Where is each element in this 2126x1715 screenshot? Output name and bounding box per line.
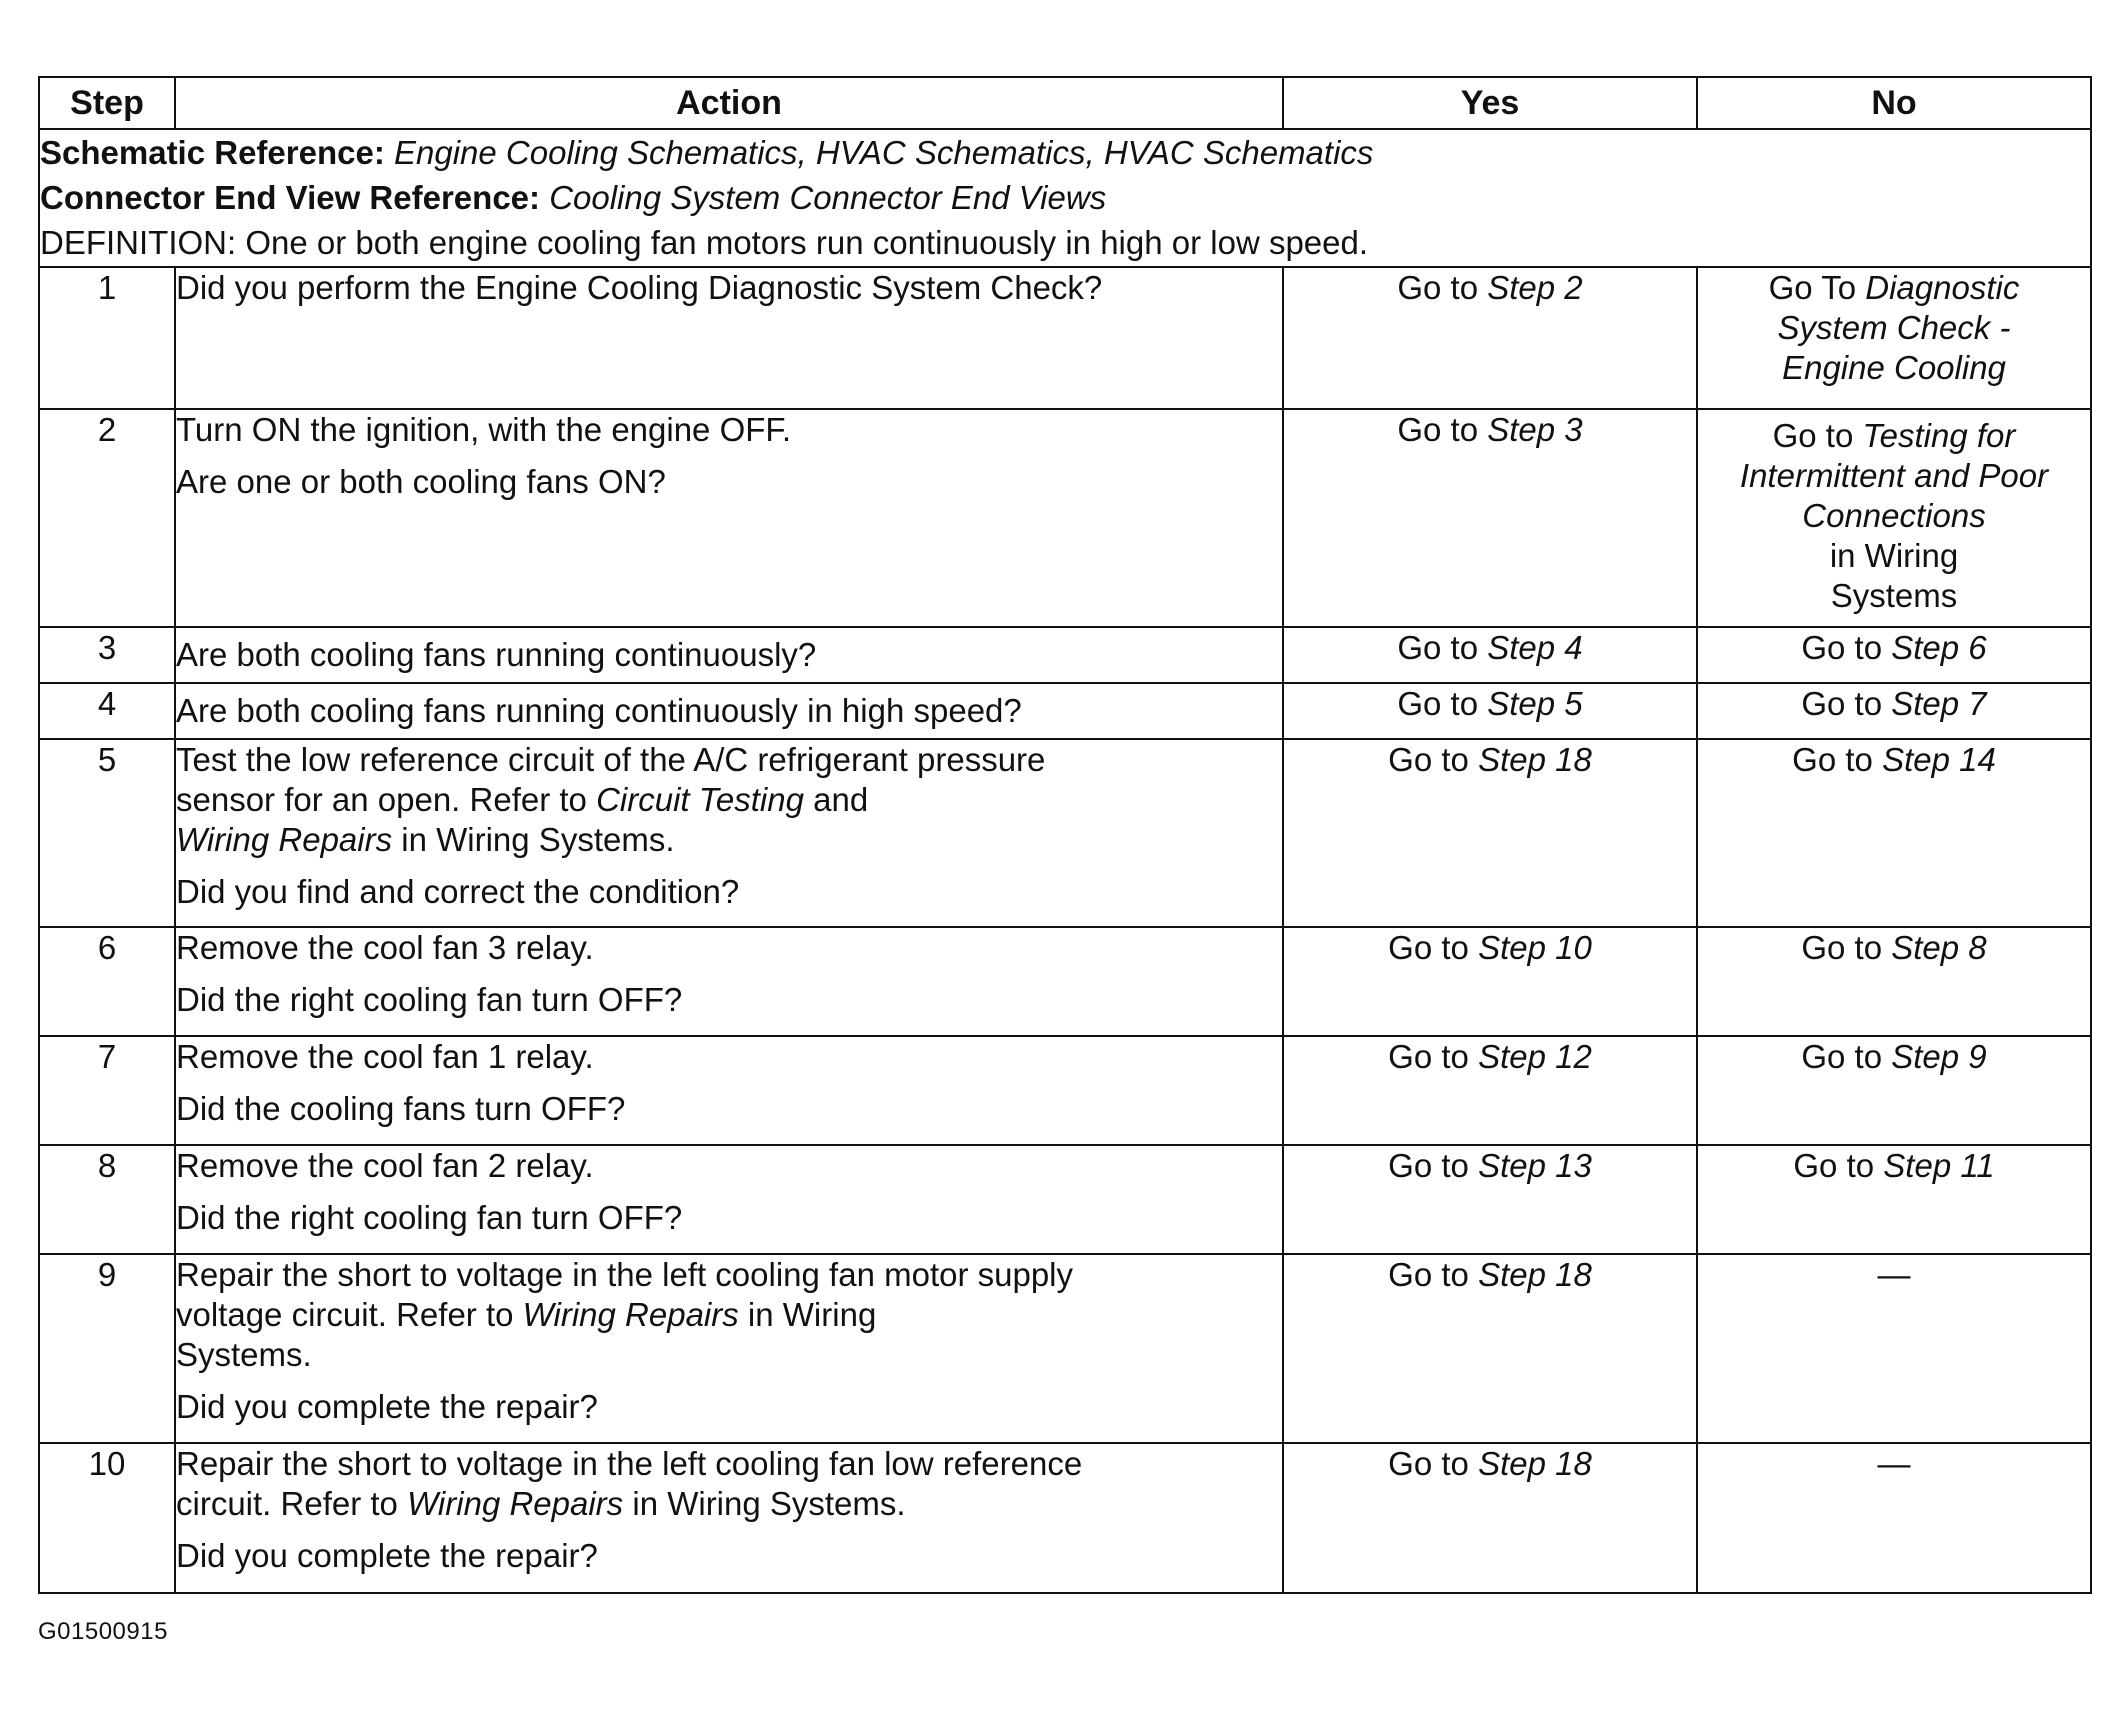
goto-prefix: Go to — [1801, 1038, 1892, 1075]
goto-step-link[interactable]: Step 3 — [1487, 411, 1583, 448]
action-text: Test the low reference circuit of the A/C refrigerant pressure — [176, 741, 1046, 778]
header-step: Step — [39, 77, 175, 129]
action-text-part: in Wiring Systems. — [623, 1485, 906, 1522]
action-cell — [175, 1254, 1283, 1443]
no-cell — [1697, 683, 2091, 739]
action-text — [176, 1295, 1282, 1335]
no-cell — [1697, 739, 2091, 927]
table-row — [39, 1145, 2091, 1254]
action-text-part: in Wiring Systems. — [392, 821, 675, 858]
header-yes: Yes — [1283, 77, 1697, 129]
no-cell — [1697, 1443, 2091, 1593]
figure-id: G01500915 — [38, 1618, 168, 1645]
goto-prefix: Go to — [1388, 1147, 1479, 1184]
goto-link[interactable]: Intermittent and Poor — [1739, 457, 2049, 494]
spacer — [176, 1186, 1282, 1198]
action-cell — [175, 267, 1283, 409]
intro-cell — [39, 129, 2091, 267]
action-cell — [175, 683, 1283, 739]
action-cell — [175, 927, 1283, 1036]
action-text-part: in Wiring — [738, 1296, 877, 1333]
goto-prefix: Go to — [1388, 1256, 1479, 1293]
goto-prefix: Go to — [1388, 929, 1479, 966]
circuit-testing-link[interactable]: Circuit Testing — [596, 781, 804, 818]
yes-cell — [1283, 927, 1697, 1036]
action-question: Did the right cooling fan turn OFF? — [176, 981, 683, 1018]
goto-step-link[interactable]: Step 10 — [1478, 929, 1592, 966]
schematic-reference-line — [40, 130, 2090, 175]
table-row — [39, 409, 2091, 627]
action-text: Are both cooling fans running continuously? — [176, 636, 817, 673]
table-row — [39, 1036, 2091, 1145]
goto-link[interactable]: Engine Cooling — [1782, 349, 2006, 386]
goto-step-link[interactable]: Step 18 — [1478, 1445, 1592, 1482]
goto-step-link[interactable]: Step 18 — [1478, 741, 1592, 778]
action-text: Systems. — [176, 1336, 312, 1373]
table-row — [39, 1443, 2091, 1593]
step-number: 9 — [39, 1254, 175, 1443]
action-text: Remove the cool fan 3 relay. — [176, 929, 594, 966]
goto-prefix: Go to — [1801, 629, 1892, 666]
goto-prefix: Go to — [1397, 269, 1488, 306]
action-cell — [175, 409, 1283, 627]
goto-step-link[interactable]: Step 18 — [1478, 1256, 1592, 1293]
wiring-repairs-link[interactable]: Wiring Repairs — [176, 821, 393, 858]
intro-row — [39, 129, 2091, 267]
action-text-part: sensor for an open. Refer to — [176, 781, 597, 818]
action-text: Remove the cool fan 1 relay. — [176, 1038, 594, 1075]
step-number: 1 — [39, 267, 175, 409]
goto-prefix: Go To — [1768, 269, 1866, 306]
goto-prefix: Go to — [1792, 741, 1883, 778]
goto-step-link[interactable]: Step 13 — [1478, 1147, 1592, 1184]
action-text-part: circuit. Refer to — [176, 1485, 408, 1522]
goto-link[interactable]: Diagnostic — [1865, 269, 2020, 306]
step-number: 5 — [39, 739, 175, 927]
yes-cell — [1283, 409, 1697, 627]
goto-prefix: Go to — [1793, 1147, 1884, 1184]
action-text-part: voltage circuit. Refer to — [176, 1296, 523, 1333]
wiring-repairs-link[interactable]: Wiring Repairs — [407, 1485, 624, 1522]
action-text: Are both cooling fans running continuously in high speed? — [176, 692, 1022, 729]
action-text: Turn ON the ignition, with the engine OFF. — [176, 411, 792, 448]
yes-cell — [1283, 683, 1697, 739]
no-cell — [1697, 1036, 2091, 1145]
yes-cell — [1283, 1145, 1697, 1254]
action-question: Did the cooling fans turn OFF? — [176, 1090, 626, 1127]
action-question: Did you complete the repair? — [176, 1537, 598, 1574]
spacer — [176, 1077, 1282, 1089]
no-cell — [1697, 409, 2091, 627]
goto-step-link[interactable]: Step 5 — [1487, 685, 1583, 722]
table-row — [39, 627, 2091, 683]
goto-prefix: Go to — [1801, 929, 1892, 966]
header-no: No — [1697, 77, 2091, 129]
table-row — [39, 1254, 2091, 1443]
goto-link[interactable]: System Check - — [1777, 309, 2011, 346]
table-row — [39, 267, 2091, 409]
goto-link[interactable]: Connections — [1802, 497, 1986, 534]
connector-reference-link[interactable]: Cooling System Connector End Views — [549, 179, 1107, 216]
step-number: 3 — [39, 627, 175, 683]
action-question: Did the right cooling fan turn OFF? — [176, 1199, 683, 1236]
no-cell — [1697, 1145, 2091, 1254]
action-text — [176, 1484, 1282, 1524]
no-line: in Wiring — [1829, 537, 1959, 574]
wiring-repairs-link[interactable]: Wiring Repairs — [522, 1296, 739, 1333]
action-cell — [175, 1145, 1283, 1254]
goto-step-link[interactable]: Step 6 — [1891, 629, 1987, 666]
action-text — [176, 820, 1282, 860]
yes-cell — [1283, 267, 1697, 409]
goto-prefix: Go to — [1388, 741, 1479, 778]
step-number: 2 — [39, 409, 175, 627]
spacer — [176, 1524, 1282, 1536]
definition-line: DEFINITION: One or both engine cooling fan motors run continuously in high or low speed. — [40, 224, 1369, 261]
goto-step-link[interactable]: Step 11 — [1883, 1147, 1995, 1184]
table-row — [39, 927, 2091, 1036]
goto-link[interactable]: Testing for — [1862, 417, 2016, 454]
schematic-reference-label: Schematic Reference: — [40, 134, 385, 171]
goto-prefix: Go to — [1397, 629, 1488, 666]
yes-cell — [1283, 1443, 1697, 1593]
goto-step-link[interactable]: Step 12 — [1478, 1038, 1592, 1075]
action-question: Did you find and correct the condition? — [176, 873, 740, 910]
na-dash: — — [1877, 1256, 1911, 1293]
action-text: Remove the cool fan 2 relay. — [176, 1147, 594, 1184]
diagnostic-table — [38, 76, 2092, 1594]
goto-prefix: Go to — [1388, 1445, 1479, 1482]
action-text: Repair the short to voltage in the left cooling fan motor supply — [176, 1256, 1074, 1293]
table-row — [39, 739, 2091, 927]
action-question: Are one or both cooling fans ON? — [176, 463, 666, 500]
no-cell — [1697, 927, 2091, 1036]
goto-prefix: Go to — [1397, 411, 1488, 448]
no-line — [1698, 268, 2090, 308]
action-text: Repair the short to voltage in the left cooling fan low reference — [176, 1445, 1083, 1482]
spacer — [176, 1375, 1282, 1387]
goto-step-link[interactable]: Step 14 — [1882, 741, 1996, 778]
no-cell — [1697, 627, 2091, 683]
na-dash: — — [1877, 1445, 1911, 1482]
step-number: 4 — [39, 683, 175, 739]
yes-cell — [1283, 627, 1697, 683]
spacer — [176, 860, 1282, 872]
goto-prefix: Go to — [1772, 417, 1863, 454]
action-cell — [175, 627, 1283, 683]
action-text: Did you perform the Engine Cooling Diagnostic System Check? — [176, 269, 1103, 306]
no-line — [1698, 416, 2090, 456]
goto-prefix: Go to — [1801, 685, 1892, 722]
goto-step-link[interactable]: Step 2 — [1487, 269, 1583, 306]
goto-step-link[interactable]: Step 9 — [1891, 1038, 1987, 1075]
action-cell — [175, 1443, 1283, 1593]
goto-step-link[interactable]: Step 7 — [1891, 685, 1987, 722]
spacer — [176, 968, 1282, 980]
action-text — [176, 780, 1282, 820]
no-line: Systems — [1830, 577, 1958, 614]
no-cell — [1697, 1254, 2091, 1443]
spacer — [176, 450, 1282, 462]
no-cell — [1697, 267, 2091, 409]
connector-reference-label: Connector End View Reference: — [40, 179, 541, 216]
goto-prefix: Go to — [1388, 1038, 1479, 1075]
step-number: 7 — [39, 1036, 175, 1145]
action-cell — [175, 1036, 1283, 1145]
step-number: 10 — [39, 1443, 175, 1593]
step-number: 6 — [39, 927, 175, 1036]
action-cell — [175, 739, 1283, 927]
yes-cell — [1283, 1036, 1697, 1145]
action-text-part: and — [803, 781, 869, 818]
schematic-reference-links[interactable]: Engine Cooling Schematics, HVAC Schematics, HVAC Schematics — [394, 134, 1374, 171]
table-row — [39, 683, 2091, 739]
yes-cell — [1283, 739, 1697, 927]
yes-cell — [1283, 1254, 1697, 1443]
action-question: Did you complete the repair? — [176, 1388, 598, 1425]
connector-reference-line — [40, 175, 2090, 220]
header-row — [39, 77, 2091, 129]
goto-step-link[interactable]: Step 4 — [1487, 629, 1583, 666]
goto-step-link[interactable]: Step 8 — [1891, 929, 1987, 966]
header-action: Action — [175, 77, 1283, 129]
goto-prefix: Go to — [1397, 685, 1488, 722]
step-number: 8 — [39, 1145, 175, 1254]
